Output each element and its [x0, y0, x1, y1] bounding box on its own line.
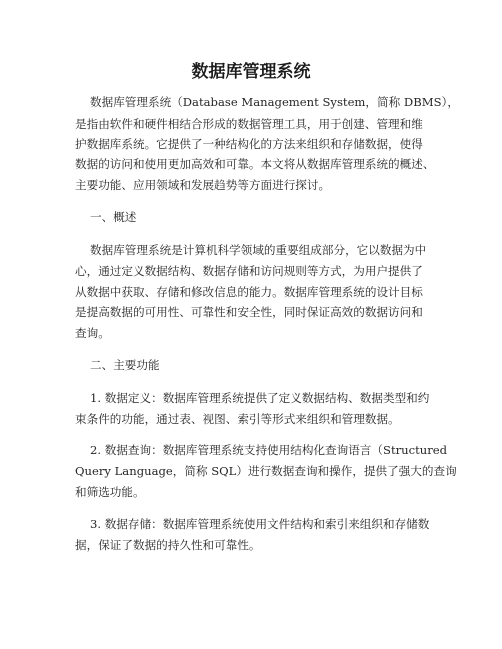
paragraph-line: 从数据中获取、存储和修改信息的能力。数据库管理系统的设计目标 [75, 285, 423, 299]
paragraph-line: 心，通过定义数据结构、数据存储和访问规则等方式，为用户提供了 [75, 264, 423, 278]
list-item-line: 1. 数据定义：数据库管理系统提供了定义数据结构、数据类型和约 [90, 391, 430, 405]
list-item-line: 2. 数据查询：数据库管理系统支持使用结构化查询语言（Structured [90, 443, 448, 457]
paragraph-line: 数据的访问和使用更加高效和可靠。本文将从数据库管理系统的概述、 [75, 157, 435, 171]
list-item-line: Query Language，简称 SQL）进行数据查询和操作，提供了强大的查询 [75, 464, 457, 478]
section-heading: 二、主要功能 [90, 358, 160, 372]
paragraph-line: 护数据库系统。它提供了一种结构化的方法来组织和存储数据，使得 [75, 137, 423, 151]
paragraph-line: 数据库管理系统是计算机科学领域的重要组成部分，它以数据为中 [90, 243, 427, 257]
paragraph-line: 数据库管理系统（Database Management System，简称 DBMS）， [90, 95, 459, 109]
section-heading: 一、概述 [90, 210, 137, 224]
list-item-line: 据，保证了数据的持久性和可靠性。 [75, 538, 261, 552]
paragraph-line: 查询。 [75, 326, 110, 340]
document-title: 数据库管理系统 [191, 62, 311, 82]
paragraph-line: 是提高数据的可用性、可靠性和安全性，同时保证高效的数据访问和 [75, 305, 423, 319]
list-item-line: 束条件的功能，通过表、视图、索引等形式来组织和管理数据。 [75, 412, 400, 426]
list-item-line: 3. 数据存储：数据库管理系统使用文件结构和索引来组织和存储数 [90, 517, 430, 531]
paragraph-line: 主要功能、应用领域和发展趋势等方面进行探讨。 [75, 178, 331, 192]
list-item-line: 和筛选功能。 [75, 485, 145, 499]
paragraph-line: 是指由软件和硬件相结合形成的数据管理工具，用于创建、管理和维 [75, 117, 423, 131]
